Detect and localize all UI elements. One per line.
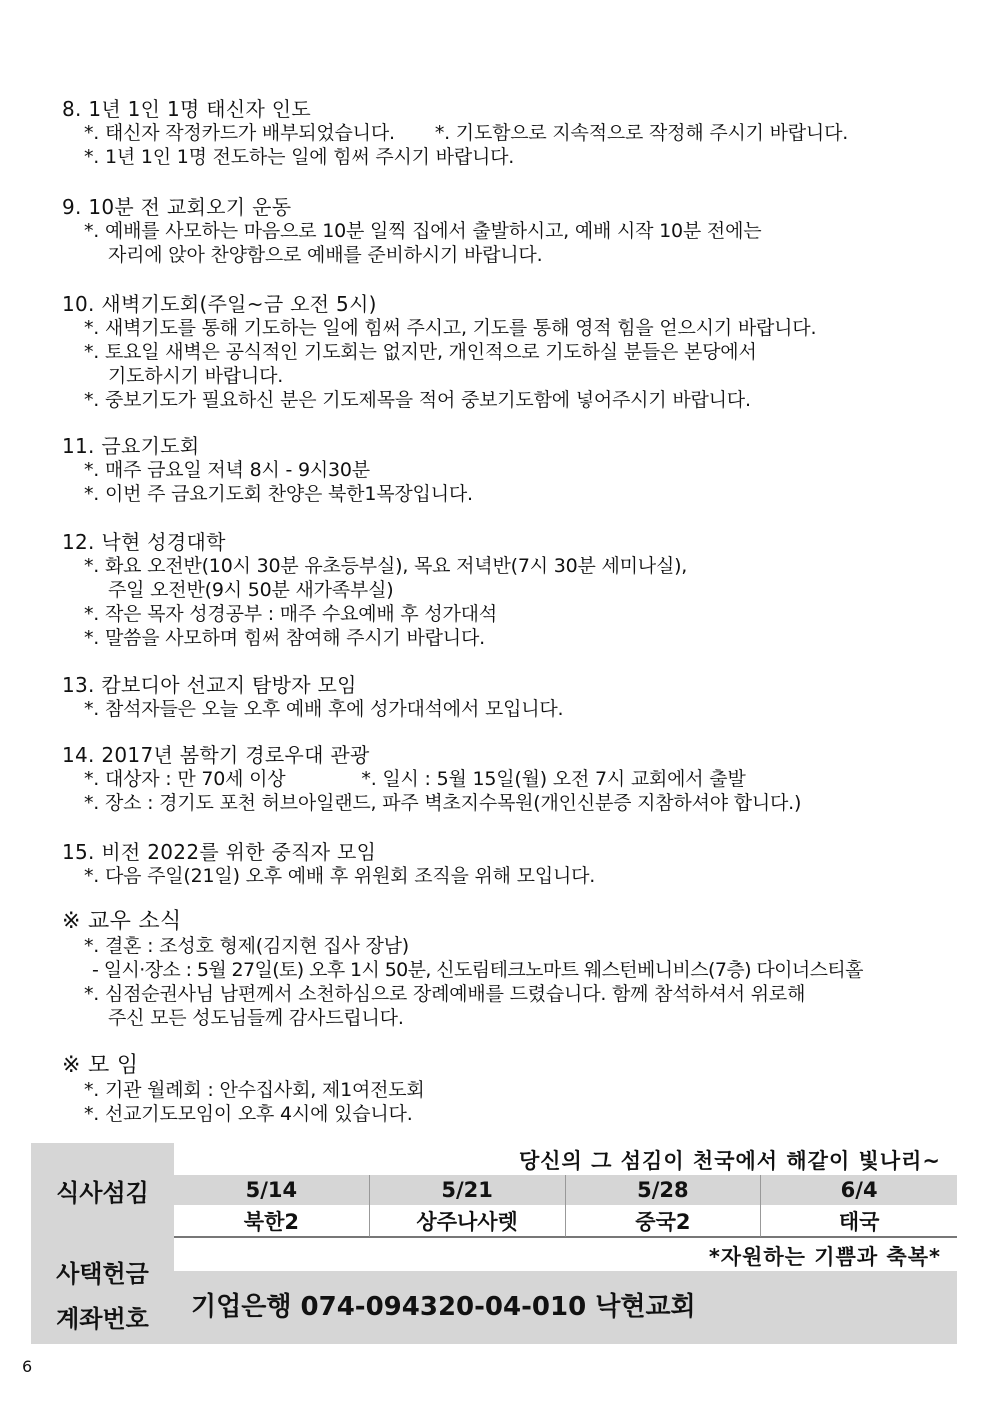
- account-label: 계좌번호: [31, 1289, 174, 1344]
- item-text: *. 대상자 : 만 70세 이상: [84, 768, 286, 790]
- section-title: 11. 금요기도회: [62, 434, 200, 458]
- list-item-continuation: 주일 오전반(9시 50분 새가족부실): [108, 579, 394, 601]
- list-item: [62, 121, 952, 145]
- list-item: *. 새벽기도를 통해 기도하는 일에 힘써 주시고, 기도를 통해 영적 힘을 얻으시기 바랍니다.: [84, 317, 817, 339]
- member-news-section: [62, 910, 952, 1030]
- list-item: *. 다음 주일(21일) 오후 예배 후 위원회 조직을 위해 모입니다.: [84, 865, 596, 887]
- list-item: *. 매주 금요일 저녁 8시 - 9시30분: [84, 459, 370, 481]
- section-title: 15. 비전 2022를 위한 중직자 모임: [62, 840, 377, 864]
- date-cell: 5/21: [370, 1175, 566, 1205]
- list-item: *. 말씀을 사모하며 힘써 참여해 주시기 바랍니다.: [84, 627, 485, 649]
- section-title: 12. 낙현 성경대학: [62, 530, 226, 554]
- section-13: [62, 673, 952, 721]
- section-title: 8. 1년 1인 1명 태신자 인도: [62, 97, 312, 121]
- list-item: *. 토요일 새벽은 공식적인 기도회는 없지만, 개인적으로 기도하실 분들은 본당에서: [84, 341, 757, 363]
- section-10: [62, 292, 952, 412]
- meal-schedule-grid: [174, 1175, 957, 1237]
- offering-note: *자원하는 기쁨과 축복*: [174, 1237, 957, 1271]
- group-cell: 태국: [761, 1205, 957, 1237]
- date-cell: 5/28: [566, 1175, 762, 1205]
- section-title: 13. 캄보디아 선교지 탐방자 모임: [62, 673, 357, 697]
- section-title: ※ 교우 소식: [62, 909, 182, 934]
- section-11: [62, 434, 952, 506]
- list-item: *. 1년 1인 1명 전도하는 일에 힘써 주시기 바랍니다.: [84, 146, 515, 168]
- list-item: *. 장소 : 경기도 포천 허브아일랜드, 파주 벽초지수목원(개인신분증 지참하셔야 합니다.): [84, 792, 802, 814]
- list-item: *. 결혼 : 조성호 형제(김지현 집사 장남): [84, 935, 409, 957]
- section-9: [62, 195, 952, 267]
- list-item-detail: - 일시·장소 : 5월 27일(토) 오후 1시 50분, 신도림테크노마트 웨스턴베니비스(7층) 다이너스티홀: [92, 959, 863, 981]
- service-table: [31, 1143, 957, 1344]
- list-item: *. 참석자들은 오늘 오후 예배 후에 성가대석에서 모입니다.: [84, 698, 564, 720]
- item-text: *. 기도함으로 지속적으로 작정해 주시기 바랍니다.: [434, 122, 849, 144]
- item-text: *. 일시 : 5월 15일(월) 오전 7시 교회에서 출발: [361, 768, 746, 790]
- list-item: [62, 767, 952, 791]
- list-item: *. 작은 목자 성경공부 : 매주 수요예배 후 성가대석: [84, 603, 497, 625]
- section-12: [62, 530, 952, 650]
- date-cell: 6/4: [761, 1175, 957, 1205]
- meetings-section: [62, 1054, 952, 1126]
- section-title: ※ 모 임: [62, 1053, 139, 1078]
- slogan-text: 당신의 그 섬김이 천국에서 해같이 빛나리~: [174, 1143, 957, 1175]
- section-title: 9. 10분 전 교회오기 운동: [62, 195, 292, 219]
- section-8: [62, 97, 952, 169]
- page-number: 6: [22, 1357, 33, 1376]
- bank-account: 기업은행 074-094320-04-010 낙현교회: [174, 1271, 957, 1344]
- section-15: [62, 840, 952, 888]
- list-item: *. 이번 주 금요기도회 찬양은 북한1목장입니다.: [84, 483, 473, 505]
- group-cell: 중국2: [566, 1205, 762, 1237]
- list-item: *. 선교기도모임이 오후 4시에 있습니다.: [84, 1103, 413, 1125]
- list-item-continuation: 기도하시기 바랍니다.: [108, 365, 284, 387]
- section-title: 14. 2017년 봄학기 경로우대 관광: [62, 743, 370, 767]
- list-item-continuation: 자리에 앉아 찬양함으로 예배를 준비하시기 바랍니다.: [108, 244, 543, 266]
- date-cell: 5/14: [174, 1175, 370, 1205]
- group-cell: 북한2: [174, 1205, 370, 1237]
- meal-service-label: 식사섬김: [31, 1143, 174, 1237]
- group-cell: 상주나사렛: [370, 1205, 566, 1237]
- offering-label: 사택헌금: [31, 1237, 174, 1289]
- list-item-continuation: 주신 모든 성도님들께 감사드립니다.: [108, 1007, 404, 1029]
- list-item: *. 예배를 사모하는 마음으로 10분 일찍 집에서 출발하시고, 예배 시작 10분 전에는: [84, 220, 762, 242]
- list-item: *. 심점순권사님 남편께서 소천하심으로 장례예배를 드렸습니다. 함께 참석하셔서 위로해: [84, 983, 806, 1005]
- item-text: *. 태신자 작정카드가 배부되었습니다.: [84, 122, 395, 144]
- list-item: *. 화요 오전반(10시 30분 유초등부실), 목요 저녁반(7시 30분 세미나실),: [84, 555, 688, 577]
- list-item: *. 기관 월례회 : 안수집사회, 제1여전도회: [84, 1079, 425, 1101]
- list-item: *. 중보기도가 필요하신 분은 기도제목을 적어 중보기도함에 넣어주시기 바랍니다.: [84, 389, 751, 411]
- section-title: 10. 새벽기도회(주일~금 오전 5시): [62, 292, 377, 316]
- section-14: [62, 743, 952, 815]
